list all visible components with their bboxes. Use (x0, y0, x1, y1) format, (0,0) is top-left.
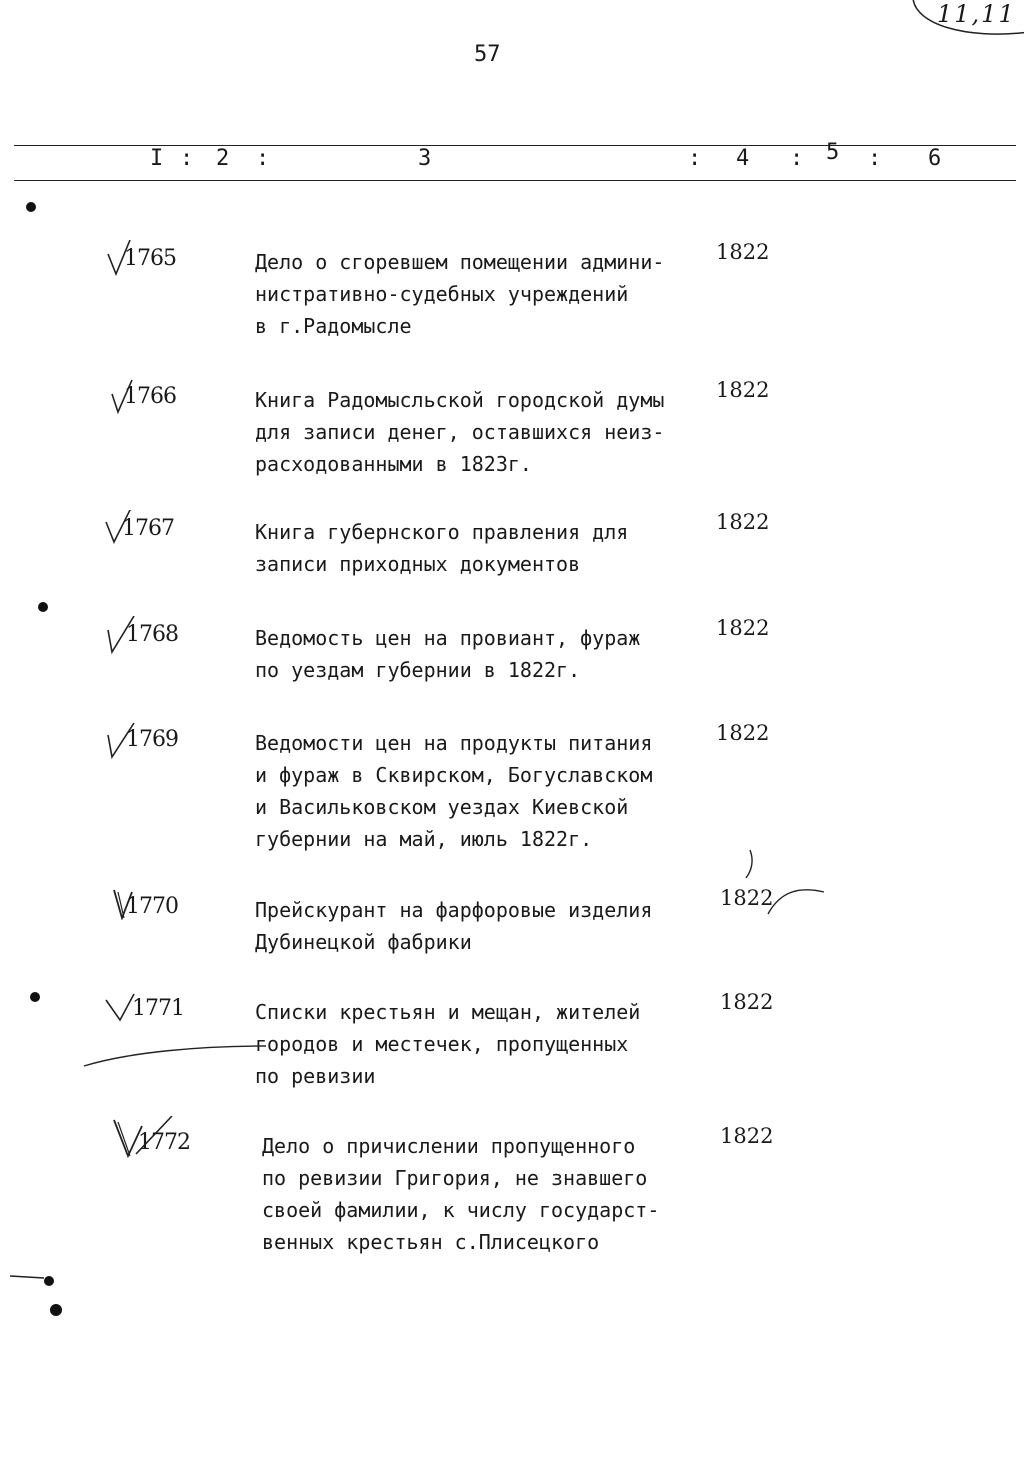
entry-year: 1822 (720, 990, 774, 1014)
entry-description (255, 516, 705, 580)
description-line: в г.Радомысле (255, 314, 412, 338)
description-line: и фураж в Сквирском, Богуславском (255, 763, 653, 787)
description-line: и Васильковском уездах Киевской (255, 795, 629, 819)
entry-description (255, 246, 705, 342)
description-line: по ревизии Григория, не знавшего (262, 1166, 648, 1190)
entry-description (255, 727, 705, 855)
description-line: по ревизии (255, 1064, 376, 1088)
entry-number: 1765 (124, 246, 176, 271)
entry-description (255, 996, 705, 1092)
entry-year: 1822 (716, 510, 770, 534)
description-line: Книга губернского правления для (255, 520, 629, 544)
description-line: венных крестьян с.Плисецкого (262, 1230, 600, 1254)
margin-dash-icon (8, 1270, 48, 1282)
description-line: городов и местечек, пропущенных (255, 1032, 629, 1056)
handwritten-flourish-icon (740, 848, 830, 918)
handwritten-corner-mark (905, 0, 1024, 46)
margin-dot (26, 202, 36, 212)
entry-description (255, 622, 705, 686)
description-line: Прейскурант на фарфоровые изделия (255, 898, 653, 922)
description-line: по уездам губернии в 1822г. (255, 658, 581, 682)
margin-dot (38, 602, 48, 612)
entry-description (262, 1130, 712, 1258)
entry-number: 1766 (124, 384, 176, 409)
entry-year: 1822 (716, 721, 770, 745)
description-line: расходованными в 1823г. (255, 452, 532, 476)
column-separator: : (180, 146, 194, 171)
column-separator: : (688, 146, 702, 171)
description-line: Списки крестьян и мещан, жителей (255, 1000, 641, 1024)
corner-mark-text: 11,11 (937, 0, 1016, 28)
entry-number: 1772 (138, 1130, 190, 1155)
entry-number: 1768 (126, 622, 178, 647)
column-head-5: 5 (826, 140, 840, 165)
description-line: для записи денег, оставшихся неиз- (255, 420, 665, 444)
entry-year: 1822 (716, 616, 770, 640)
entry-year: 1822 (720, 886, 774, 910)
column-separator: : (256, 146, 270, 171)
column-head-2: 2 (216, 146, 230, 171)
entry-description (255, 384, 705, 480)
description-line: своей фамилии, к числу государст- (262, 1198, 660, 1222)
description-line: нистративно-судебных учреждений (255, 282, 629, 306)
entry-number: 1767 (122, 516, 174, 541)
margin-dot (50, 1304, 62, 1316)
entry-number: 1771 (132, 996, 184, 1021)
column-separator: : (868, 146, 882, 171)
margin-dot (30, 992, 40, 1002)
column-separator: : (790, 146, 804, 171)
description-line: Дубинецкой фабрики (255, 930, 472, 954)
description-line: губернии на май, июль 1822г. (255, 827, 593, 851)
description-line: Дело о причислении пропущенного (262, 1134, 636, 1158)
description-line: записи приходных документов (255, 552, 581, 576)
page-number: 57 (474, 42, 501, 67)
description-line: Книга Радомысльской городской думы (255, 388, 665, 412)
column-head-3: 3 (418, 146, 432, 171)
entry-year: 1822 (716, 378, 770, 402)
column-head-6: 6 (928, 146, 942, 171)
entry-year: 1822 (720, 1124, 774, 1148)
entry-number: 1770 (126, 894, 178, 919)
column-head-4: 4 (736, 146, 750, 171)
description-line: Дело о сгоревшем помещении админи- (255, 250, 665, 274)
entry-number: 1769 (126, 727, 178, 752)
handwritten-underline-icon (80, 1036, 270, 1076)
description-line: Ведомость цен на провиант, фураж (255, 626, 641, 650)
header-rule-bottom (14, 180, 1016, 181)
description-line: Ведомости цен на продукты питания (255, 731, 653, 755)
entry-year: 1822 (716, 240, 770, 264)
column-head-1: I (150, 146, 164, 171)
header-rule-top (14, 145, 1016, 146)
entry-description (255, 894, 705, 958)
